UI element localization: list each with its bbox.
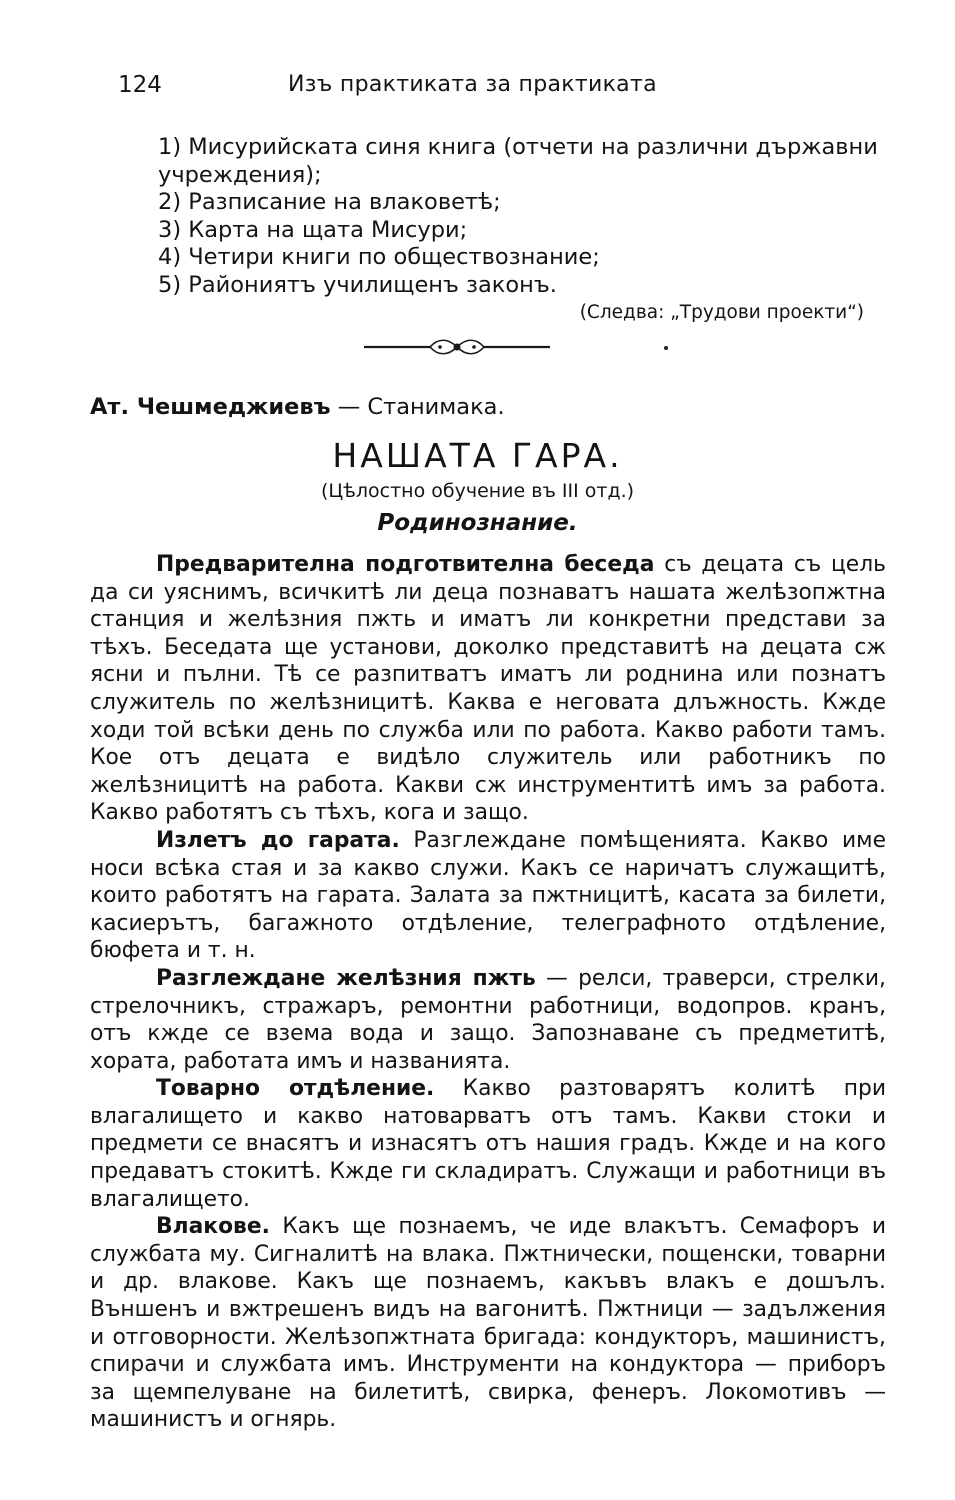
author-place: — Станимака. bbox=[337, 394, 505, 420]
paragraph-text: съ децата съ цель да си уяснимъ, всичкитѣ ли деца познаватъ нашата желѣзопжтна станция и желѣзния пжть и иматъ ли конкретни представи за тѣхъ. Беседата ще установи, доколко представитѣ на децата сж ясни и пълни. Тѣ се разпитватъ иматъ ли роднина или познатъ служитель по желѣзницитѣ. Каква е неговата длъжность. Кжде ходи той всѣки день по служба или по работа. Какво работи тамъ. Кое отъ децата е видѣло служитель или работникъ по желѣзницитѣ на работа. Какви сж инструментитѣ имъ за работа. Какво работятъ съ тѣхъ, кога и защо. bbox=[90, 552, 886, 826]
ornament-divider-icon bbox=[362, 334, 552, 360]
paragraph-lead: Товарно отдѣление. bbox=[156, 1076, 435, 1102]
list-item: 2) Разписание на влаковетѣ; bbox=[158, 189, 501, 215]
page-number: 124 bbox=[118, 72, 162, 98]
article-body bbox=[90, 551, 886, 1434]
paragraph-text: Разглеждане помѣщенията. Какво име носи всѣка стая и за какво служи. Какъ се наричатъ служащитѣ, които работятъ на гарата. Залата за пжтницитѣ, касата за билети, касиерътъ, багажното отдѣление, телеграфното отдѣление, бюфета и т. н. bbox=[90, 827, 886, 964]
paragraph-text: Какъ ще познаемъ, че иде влакътъ. Семафоръ и службата му. Сигналитѣ на влака. Пжтнически, пощенски, товарни и др. влакове. Какъ ще познаемъ, какъвъ влакъ е дошълъ. Външенъ и вжтрешенъ видъ на вагонитѣ. Пжтници — задължения и отговорности. Желѣзопжтната бригада: кондукторъ, машинистъ, спирачи и службата имъ. Инструменти на кондуктора — приборъ за щемпелуване на билетитѣ, свирка, фенеръ. Локомотивъ — машинистъ и огнярь. bbox=[90, 1214, 886, 1433]
author-line bbox=[90, 394, 505, 420]
continued-note: (Следва: „Трудови проекти“) bbox=[579, 302, 864, 323]
article-subtitle: (Цѣлостно обучение въ III отд.) bbox=[320, 480, 635, 502]
list-item: 5) Райониятъ училищенъ законъ. bbox=[158, 271, 557, 298]
paragraph-lead: Предварителна подготвителна беседа bbox=[156, 552, 655, 577]
paragraph-lead: Излетъ до гарата. bbox=[156, 827, 400, 853]
list-item: 3) Карта на щата Мисури; bbox=[158, 216, 468, 243]
paragraph bbox=[90, 1213, 886, 1434]
list-item: 4) Четири книги по обществознание; bbox=[158, 244, 600, 270]
paragraph-lead: Влакове. bbox=[156, 1214, 270, 1240]
page-header bbox=[118, 72, 718, 104]
article-title: НАШАТА ГАРА. bbox=[332, 436, 623, 475]
print-speck bbox=[664, 346, 668, 350]
paragraph bbox=[90, 965, 886, 1075]
author-name: Ат. Чешмеджиевъ bbox=[90, 394, 331, 420]
reference-list bbox=[88, 134, 888, 299]
paragraph bbox=[90, 1075, 886, 1213]
paragraph-text: Какво разтоварятъ колитѣ при влагалището и какво натоварватъ отъ тамъ. Какви стоки и предмети се внасятъ и изнасятъ отъ нашия градъ. Кжде и на кого предаватъ стокитѣ. Кжде ги складиратъ. Служащи и работници въ влагалището. bbox=[90, 1076, 886, 1212]
paragraph-text: — релси, траверси, стрелки, стрелочникъ, стражаръ, ремонтни работници, водопров. кранъ, отъ кжде се взема вода и защо. Запознаване съ предметитѣ, хората, работата имъ и названията. bbox=[90, 965, 886, 1074]
section-heading: Родинознание. bbox=[377, 510, 578, 536]
paragraph-lead: Разглеждане желѣзния пжть bbox=[156, 965, 536, 991]
paragraph bbox=[90, 827, 886, 965]
list-item: 1) Мисурийската синя книга (отчети на различни държавни учреждения); bbox=[158, 134, 878, 188]
running-title: Изъ практиката за практиката bbox=[288, 72, 657, 97]
paragraph bbox=[90, 551, 886, 827]
